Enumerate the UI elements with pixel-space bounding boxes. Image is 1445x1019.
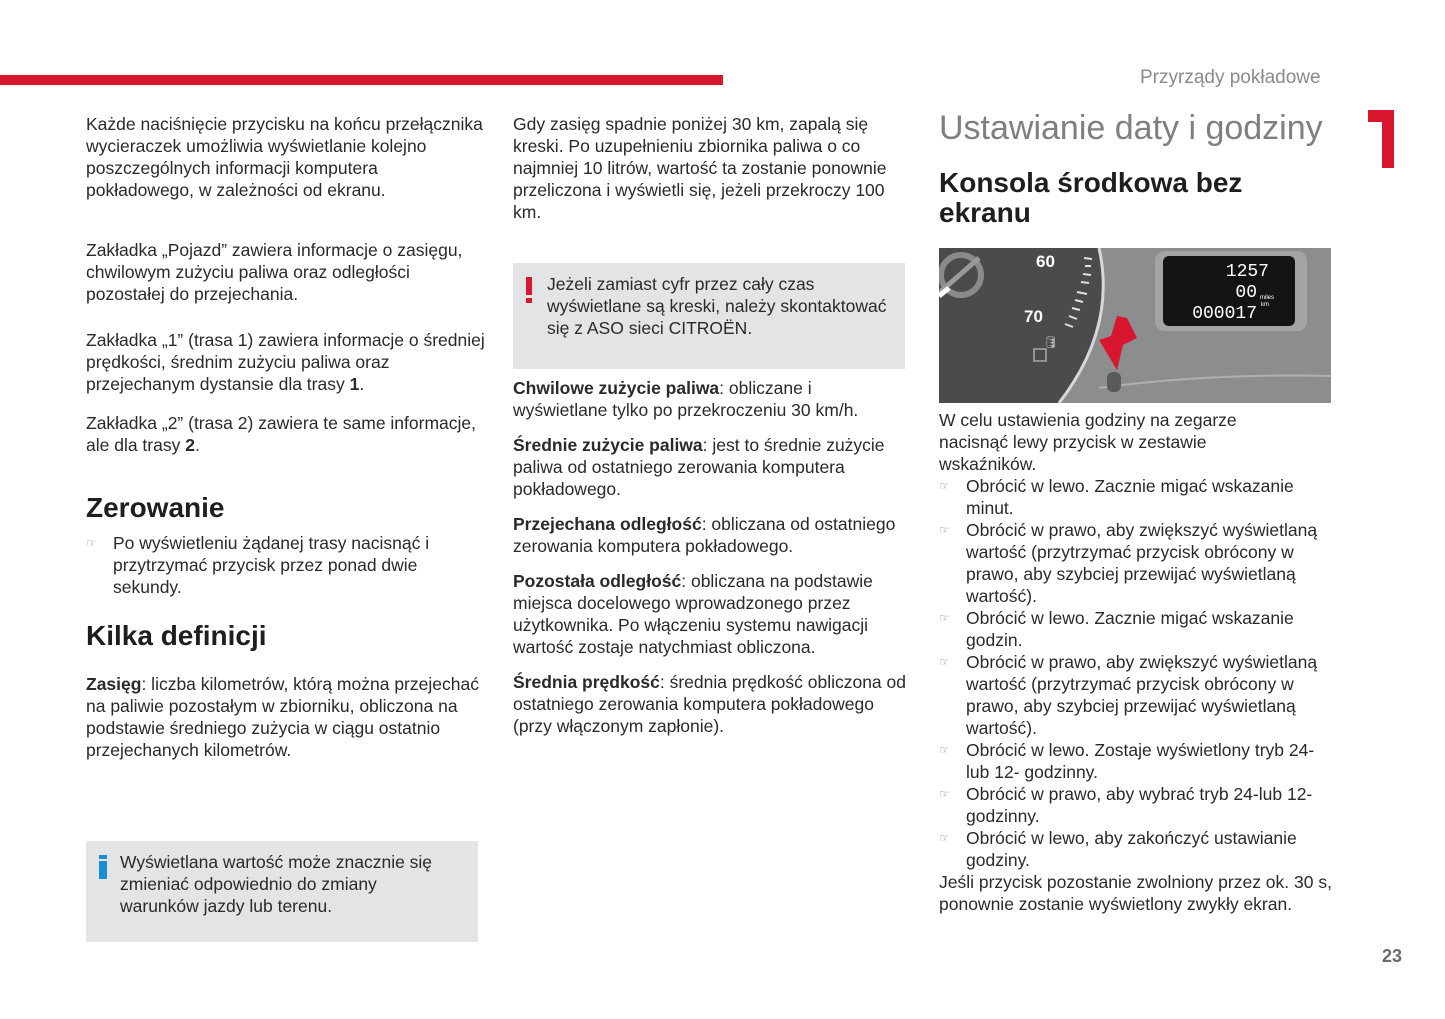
step-item	[939, 739, 1334, 783]
step-item	[939, 827, 1334, 871]
zasieg-term: Zasięg	[86, 674, 142, 694]
pointing-hand-icon: ☞	[939, 787, 950, 801]
definition-term: Przejechana odległość	[513, 514, 702, 534]
trasa2-text: Zakładka „2” (trasa 2) zawiera te same informacje, ale dla trasy	[86, 413, 476, 455]
step-item	[939, 607, 1334, 651]
definition-item	[513, 377, 908, 421]
header-red-bar	[0, 75, 723, 85]
pointing-hand-icon: ☞	[939, 831, 950, 845]
definition-item	[513, 434, 908, 500]
speed-label-70: 70	[1024, 307, 1043, 326]
definition-term: Chwilowe zużycie paliwa	[513, 378, 720, 398]
warning-icon	[526, 277, 532, 303]
column-left	[86, 113, 486, 761]
pointing-hand-icon: ☞	[939, 743, 950, 757]
reset-button-knob	[1107, 372, 1121, 392]
unit-miles: miles	[1260, 295, 1275, 301]
chapter-number	[1368, 110, 1394, 168]
speed-label-60: 60	[1036, 252, 1055, 271]
zerowanie-bullet-text: Po wyświetleniu żądanej trasy nacisnąć i przytrzymać przycisk przez ponad dwie sekundy.	[113, 533, 430, 597]
subsection-heading: Konsola środkowa bez ekranu	[939, 167, 1243, 228]
trasa2-paragraph	[86, 412, 486, 456]
section-heading: Ustawianie daty i godziny	[939, 109, 1323, 147]
zasieg-info-paragraph: Gdy zasięg spadnie poniżej 30 km, zapalą się kreski. Po uzupełnieniu zbiornika paliwa o co najmniej 10 litrów, wartość ta zostanie ponownie przeliczona i wyświetli się, jeżeli przekroczy 100 km.	[513, 114, 887, 222]
step-item	[939, 475, 1334, 519]
trasa1-bold: 1	[349, 374, 360, 394]
step-item	[939, 783, 1334, 827]
definition-term: Średnia prędkość	[513, 672, 660, 692]
trasa2-bold: 2	[185, 435, 195, 455]
clock-outro: Jeśli przycisk pozostanie zwolniony przez ok. 30 s, ponownie zostanie wyświetlony zwykły ekran.	[939, 872, 1332, 914]
definition-text: : obliczana od ostatniego zerowania komputera pokładowego.	[513, 514, 896, 556]
info-icon	[99, 855, 107, 879]
definition-term: Średnie zużycie paliwa	[513, 435, 703, 455]
info-note-text: Wyświetlana wartość może znacznie się zmieniać odpowiednio do zmiany warunków jazdy lub terenu.	[120, 852, 433, 916]
trasa2-end: .	[194, 435, 200, 455]
display-line-3: 000017	[1192, 304, 1257, 324]
pointing-hand-icon: ☞	[939, 523, 950, 537]
pointing-hand-icon: ☞	[939, 655, 950, 669]
step-text: Obrócić w lewo. Zacznie migać wskazanie minut.	[966, 476, 1294, 518]
intro-paragraph: Każde naciśnięcie przycisku na końcu przełącznika wycieraczek umożliwia wyświetlanie kolejno poszczególnych informacji komputera pokładowego, w zależności od ekranu.	[86, 114, 483, 200]
definition-item	[513, 671, 908, 737]
section-title: Przyrządy pokładowe	[1140, 67, 1321, 88]
dashboard-svg	[939, 248, 1331, 403]
step-text: Obrócić w lewo. Zostaje wyświetlony tryb 24- lub 12- godzinny.	[966, 740, 1315, 782]
trasa1-text: Zakładka „1” (trasa 1) zawiera informacje o średniej prędkości, średnim zużyciu paliwa oraz przejechanym dystansie dla trasy	[86, 330, 485, 394]
info-note	[86, 841, 478, 942]
column-middle	[513, 113, 908, 223]
display-line-1: 1257	[1225, 262, 1269, 282]
display-line-2: 00	[1235, 283, 1257, 303]
step-text: Obrócić w prawo, aby wybrać tryb 24-lub 12-godzinny.	[966, 784, 1313, 826]
definition-text: : średnia prędkość obliczona od ostatniego zerowania komputera pokładowego (przy włączonym zapłonie).	[513, 672, 906, 736]
zerowanie-heading: Zerowanie	[86, 492, 225, 523]
clock-instructions	[939, 409, 1334, 915]
zerowanie-bullet	[86, 532, 486, 598]
step-text: Obrócić w prawo, aby zwiększyć wyświetlaną wartość (przytrzymać przycisk obrócony w prawo, aby szybciej przewijać wyświetlaną wartość).	[966, 652, 1318, 738]
zasieg-def: : liczba kilometrów, którą można przejechać na paliwie pozostałym w zbiorniku, obliczona na podstawie średniego zużycia w ciągu ostatnio przejechanych kilometrów.	[86, 674, 479, 760]
pojazd-paragraph: Zakładka „Pojazd” zawiera informacje o zasięgu, chwilowym zużyciu paliwa oraz odległości pozostałej do przejechania.	[86, 240, 463, 304]
definition-text: : obliczana na podstawie miejsca docelowego wprowadzonego przez użytkownika. Po włączeniu systemu nawigacji wartość zostaje natychmiast obliczona.	[513, 571, 873, 657]
step-text: Obrócić w lewo, aby zakończyć ustawianie godziny.	[966, 828, 1297, 870]
step-text: Obrócić w lewo. Zacznie migać wskazanie godzin.	[966, 608, 1294, 650]
column-right	[939, 108, 1334, 228]
definitions-list	[513, 377, 908, 737]
pointing-hand-icon: ☞	[939, 611, 950, 625]
trasa1-end: .	[359, 374, 365, 394]
oil-warning-icon: 🛢	[1043, 335, 1059, 349]
definition-item	[513, 513, 908, 557]
pointing-hand-icon: ☞	[939, 479, 950, 493]
definition-term: Pozostała odległość	[513, 571, 682, 591]
instrument-cluster-illustration	[939, 248, 1331, 403]
trasa1-paragraph	[86, 329, 486, 395]
zasieg-definition	[86, 673, 486, 761]
clock-intro: W celu ustawienia godziny na zegarze nacisnąć lewy przycisk w zestawie wskaźników.	[939, 410, 1237, 474]
step-item	[939, 651, 1334, 739]
definition-text: : obliczane i wyświetlane tylko po przekroczeniu 30 km/h.	[513, 378, 859, 420]
unit-km: km	[1261, 302, 1269, 308]
step-item	[939, 519, 1334, 607]
step-text: Obrócić w prawo, aby zwiększyć wyświetlaną wartość (przytrzymać przycisk obrócony w prawo, aby szybciej przewijać wyświetlaną wartość).	[966, 520, 1318, 606]
definicje-heading: Kilka definicji	[86, 620, 267, 651]
definition-item	[513, 570, 908, 658]
page-number: 23	[1382, 946, 1403, 966]
warning-note-text: Jeżeli zamiast cyfr przez cały czas wyświetlane są kreski, należy skontaktować się z ASO sieci CITROËN.	[547, 274, 887, 338]
definition-text: : jest to średnie zużycie paliwa od ostatniego zerowania komputera pokładowego.	[513, 435, 885, 499]
pointing-hand-icon: ☞	[86, 536, 97, 550]
warning-note	[513, 263, 905, 369]
